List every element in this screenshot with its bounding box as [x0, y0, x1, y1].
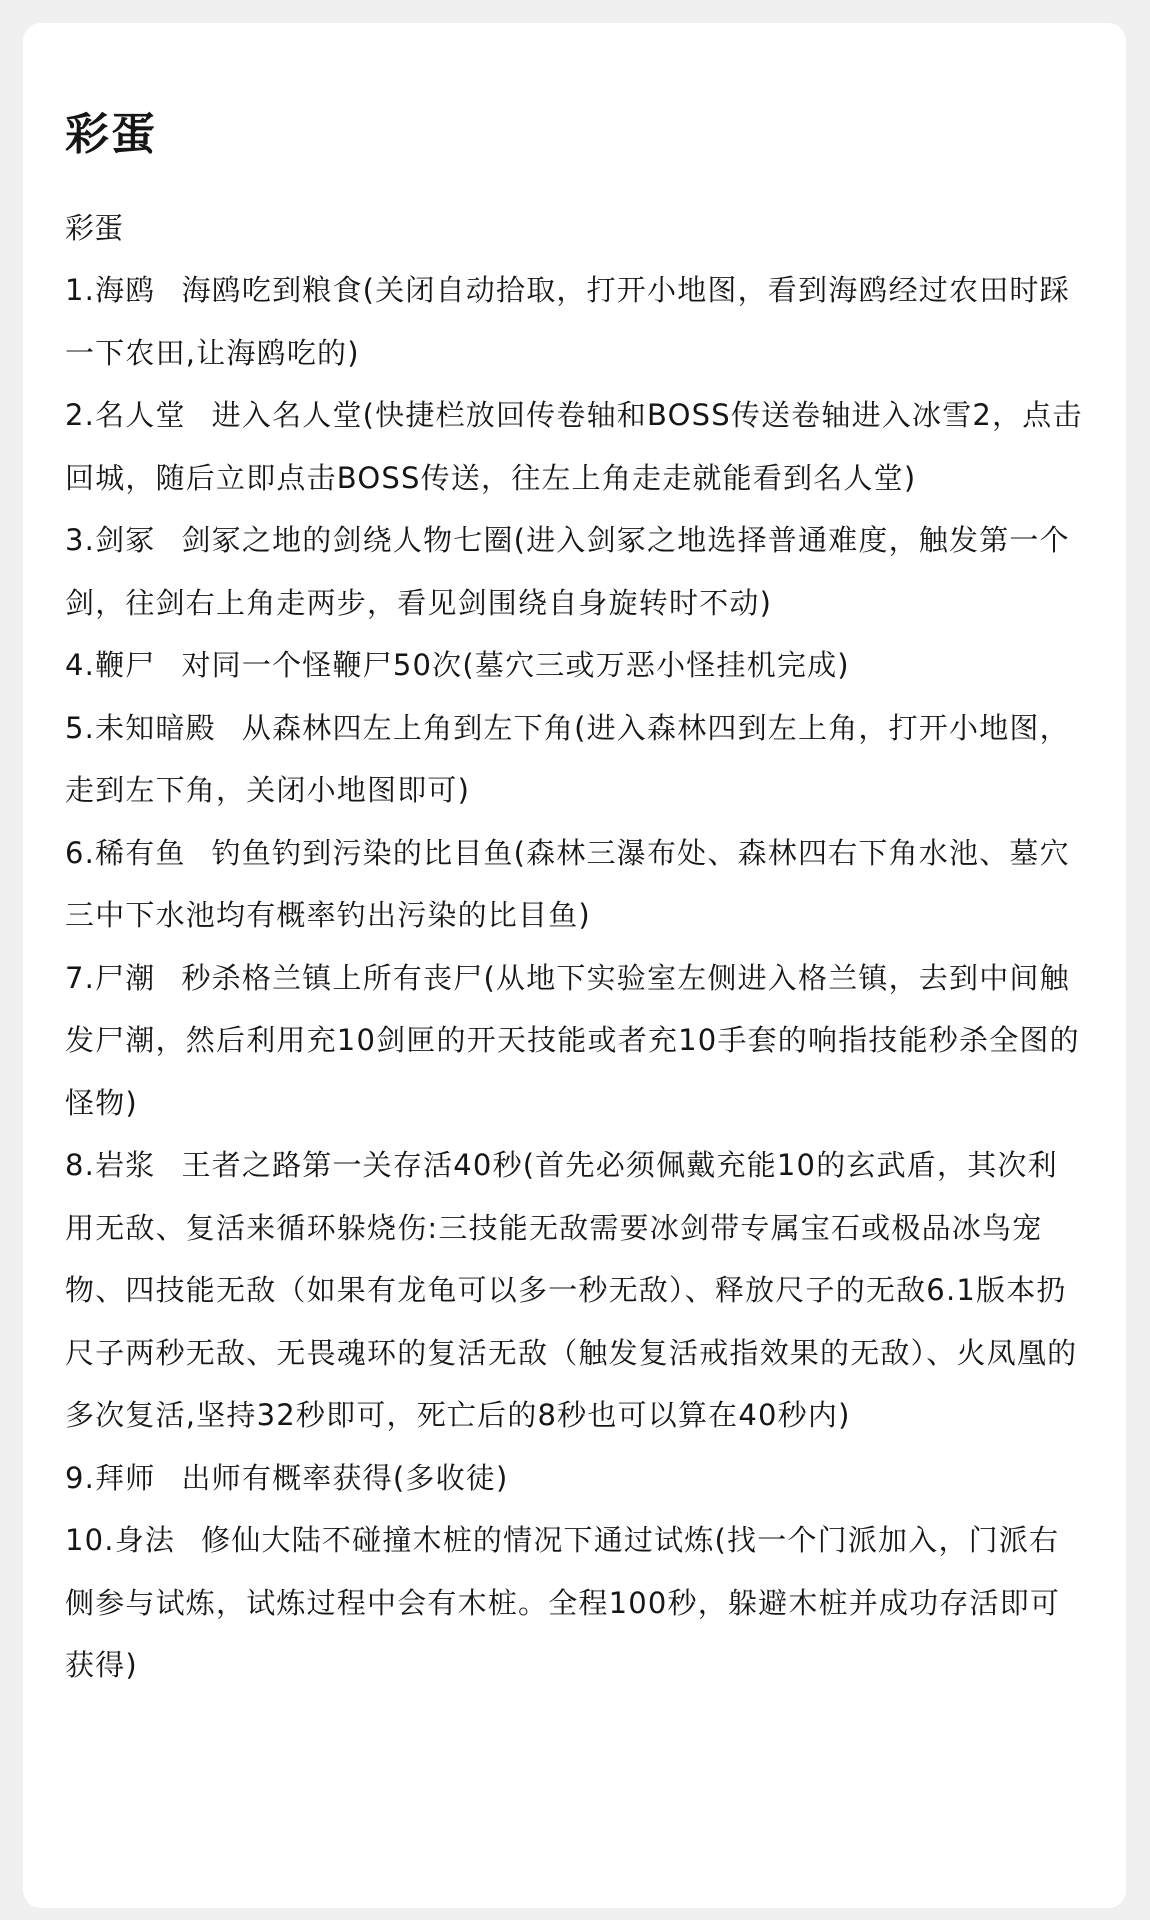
- entry-name: 6.稀有鱼: [65, 835, 186, 870]
- entry-rare-fish: [65, 822, 1084, 947]
- content-card: [23, 23, 1126, 1908]
- entry-name: 8.岩浆: [65, 1148, 156, 1182]
- entry-zombie-tide: [65, 947, 1084, 1135]
- entry-description: 修仙大陆不碰撞木桩的情况下通过试炼(找一个门派加入，门派右侧参与试炼，试炼过程中会有木桩。全程100秒，躲避木桩并成功存活即可获得): [65, 1523, 1061, 1682]
- entry-sword-tomb: [65, 509, 1084, 634]
- entry-hall-of-fame: [65, 384, 1084, 509]
- page-title: 彩蛋: [65, 109, 157, 160]
- entry-name: 1.海鸥: [65, 273, 156, 307]
- entry-name: 2.名人堂: [65, 398, 186, 432]
- entry-name: 4.鞭尸: [65, 648, 156, 682]
- entry-name: 3.剑冢: [65, 523, 156, 557]
- entry-name: 9.拜师: [65, 1460, 156, 1495]
- entry-agility: [65, 1509, 1084, 1697]
- entry-name: 10.身法: [65, 1523, 176, 1557]
- entry-description: 王者之路第一关存活40秒(首先必须佩戴充能10的玄武盾，其次利用无敌、复活来循环躲烧伤:三技能无敌需要冰剑带专属宝石或极品冰鸟宠物、四技能无敌（如果有龙龟可以多一秒无敌）、释放尺子的无敌6.1版本扔尺子两秒无敌、无畏魂环的复活无敌（触发复活戒指效果的无敌）、火凤凰的多次复活,坚持32秒即可，死亡后的8秒也可以算在40秒内): [65, 1148, 1078, 1432]
- entry-description: 出师有概率获得(多收徒): [181, 1460, 509, 1495]
- entry-description: 海鸥吃到粮食(关闭自动拾取，打开小地图，看到海鸥经过农田时踩一下农田,让海鸥吃的): [65, 273, 1070, 370]
- entry-description: 钓鱼钓到污染的比目鱼(森林三瀑布处、森林四右下角水池、墓穴三中下水池均有概率钓出污染的比目鱼): [65, 835, 1070, 932]
- entry-description: 进入名人堂(快捷栏放回传卷轴和BOSS传送卷轴进入冰雪2，点击回城，随后立即点击BOSS传送，往左上角走走就能看到名人堂): [65, 398, 1083, 495]
- entry-whip-corpse: [65, 634, 1084, 697]
- entry-description: 对同一个怪鞭尸50次(墓穴三或万恶小怪挂机完成): [181, 648, 850, 682]
- entry-lava: [65, 1134, 1084, 1447]
- entry-unknown-dark-hall: [65, 697, 1084, 822]
- entry-description: 剑冢之地的剑绕人物七圈(进入剑冢之地选择普通难度，触发第一个剑，往剑右上角走两步，看见剑围绕自身旋转时不动): [65, 523, 1070, 620]
- entry-name: 5.未知暗殿: [65, 710, 216, 745]
- entry-seagull: [65, 259, 1084, 384]
- entry-description: 从森林四左上角到左下角(进入森林四到左上角，打开小地图，走到左下角，关闭小地图即可): [65, 710, 1070, 807]
- entry-description: 秒杀格兰镇上所有丧尸(从地下实验室左侧进入格兰镇，去到中间触发尸潮，然后利用充10剑匣的开天技能或者充10手套的响指技能秒杀全图的怪物): [65, 960, 1080, 1120]
- section-subtitle: 彩蛋: [65, 211, 124, 245]
- entry-apprentice: [65, 1447, 1084, 1510]
- entry-name: 7.尸潮: [65, 960, 156, 995]
